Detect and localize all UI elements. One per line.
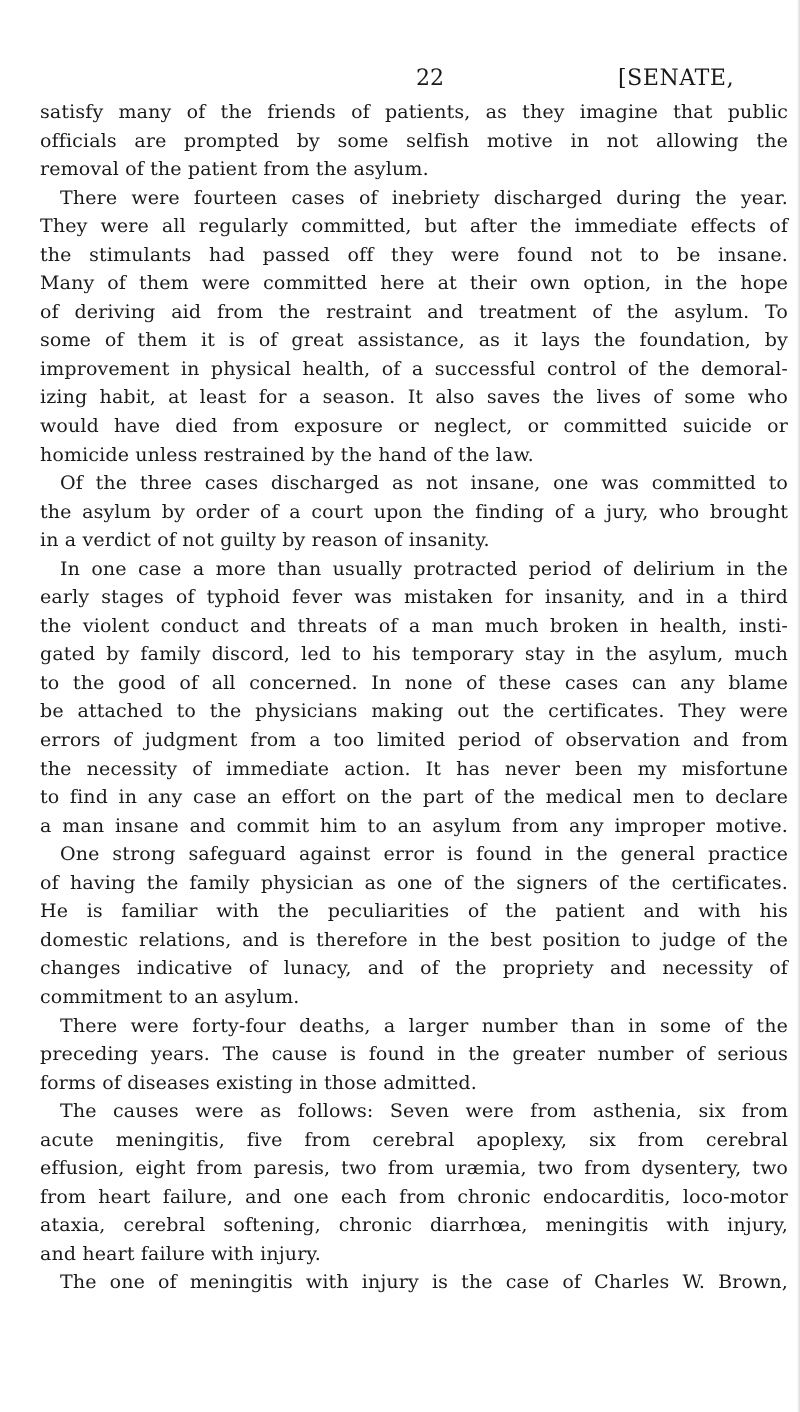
- text-line: in a verdict of not guilty by reason of insanity.: [40, 529, 490, 552]
- body-text: [40, 98, 788, 1297]
- text-line: They were all regularly committed, but after the immediate effects of: [40, 215, 788, 238]
- text-line: would have died from exposure or neglect, or committed suicide or: [40, 415, 788, 438]
- text-line: effusion, eight from paresis, two from uræmia, two from dysentery, two: [40, 1157, 788, 1180]
- text-line: domestic relations, and is therefore in the best position to judge of the: [40, 928, 788, 951]
- text-line: gated by family discord, led to his temporary stay in the asylum, much: [40, 643, 788, 666]
- text-line: the asylum by order of a court upon the finding of a jury, who brought: [40, 500, 788, 523]
- text-line: forms of diseases existing in those admitted.: [40, 1071, 477, 1094]
- text-line: commitment to an asylum.: [40, 985, 300, 1008]
- text-line: a man insane and commit him to an asylum from any improper motive.: [40, 814, 788, 837]
- text-line: officials are prompted by some selfish motive in not allowing the: [40, 129, 788, 152]
- text-line: ataxia, cerebral softening, chronic diarrhœa, meningitis with injury,: [40, 1214, 788, 1237]
- text-line: improvement in physical health, of a successful control of the demoral-: [40, 357, 788, 380]
- text-line: The causes were as follows: Seven were from asthenia, six from: [60, 1100, 788, 1123]
- text-line: acute meningitis, five from cerebral apoplexy, six from cerebral: [40, 1128, 788, 1151]
- text-line: Many of them were committed here at their own option, in the hope: [40, 272, 788, 295]
- page-header: [0, 64, 800, 94]
- text-line: izing habit, at least for a season. It also saves the lives of some who: [40, 386, 788, 409]
- text-line: The one of meningitis with injury is the case of Charles W. Brown,: [60, 1271, 788, 1294]
- text-line: the stimulants had passed off they were found not to be insane.: [40, 243, 788, 266]
- text-line: homicide unless restrained by the hand of the law.: [40, 443, 534, 466]
- text-line: to the good of all concerned. In none of these cases can any blame: [40, 671, 788, 694]
- text-line: There were fourteen cases of inebriety discharged during the year.: [60, 186, 788, 209]
- text-line: He is familiar with the peculiarities of the patient and with his: [40, 900, 788, 923]
- text-line: to find in any case an effort on the part of the medical men to declare: [40, 786, 788, 809]
- text-line: preceding years. The cause is found in the greater number of serious: [40, 1043, 788, 1066]
- text-line: One strong safeguard against error is found in the general practice: [60, 843, 788, 866]
- page-number: 22: [416, 66, 444, 91]
- text-line: the necessity of immediate action. It has never been my misfortune: [40, 757, 788, 780]
- text-line: errors of judgment from a too limited period of observation and from: [40, 729, 788, 752]
- text-line: and heart failure with injury.: [40, 1242, 321, 1265]
- text-line: Of the three cases discharged as not insane, one was committed to: [60, 472, 788, 495]
- text-line: be attached to the physicians making out the certificates. They were: [40, 700, 788, 723]
- text-line: early stages of typhoid fever was mistaken for insanity, and in a third: [40, 586, 788, 609]
- text-line: from heart failure, and one each from chronic endocarditis, loco-motor: [40, 1185, 788, 1208]
- text-line: In one case a more than usually protracted period of delirium in the: [60, 557, 788, 580]
- text-line: There were forty-four deaths, a larger number than in some of the: [60, 1014, 788, 1037]
- running-head: [SENATE,: [618, 66, 735, 91]
- text-line: changes indicative of lunacy, and of the propriety and necessity of: [40, 957, 788, 980]
- text-line: satisfy many of the friends of patients, as they imagine that public: [40, 101, 788, 123]
- text-line: removal of the patient from the asylum.: [40, 158, 429, 181]
- text-line: some of them it is of great assistance, as it lays the foundation, by: [40, 329, 788, 352]
- text-line: of deriving aid from the restraint and treatment of the asylum. To: [40, 300, 788, 323]
- text-line: of having the family physician as one of the signers of the certificates.: [40, 871, 788, 894]
- text-line: the violent conduct and threats of a man much broken in health, insti-: [40, 614, 788, 637]
